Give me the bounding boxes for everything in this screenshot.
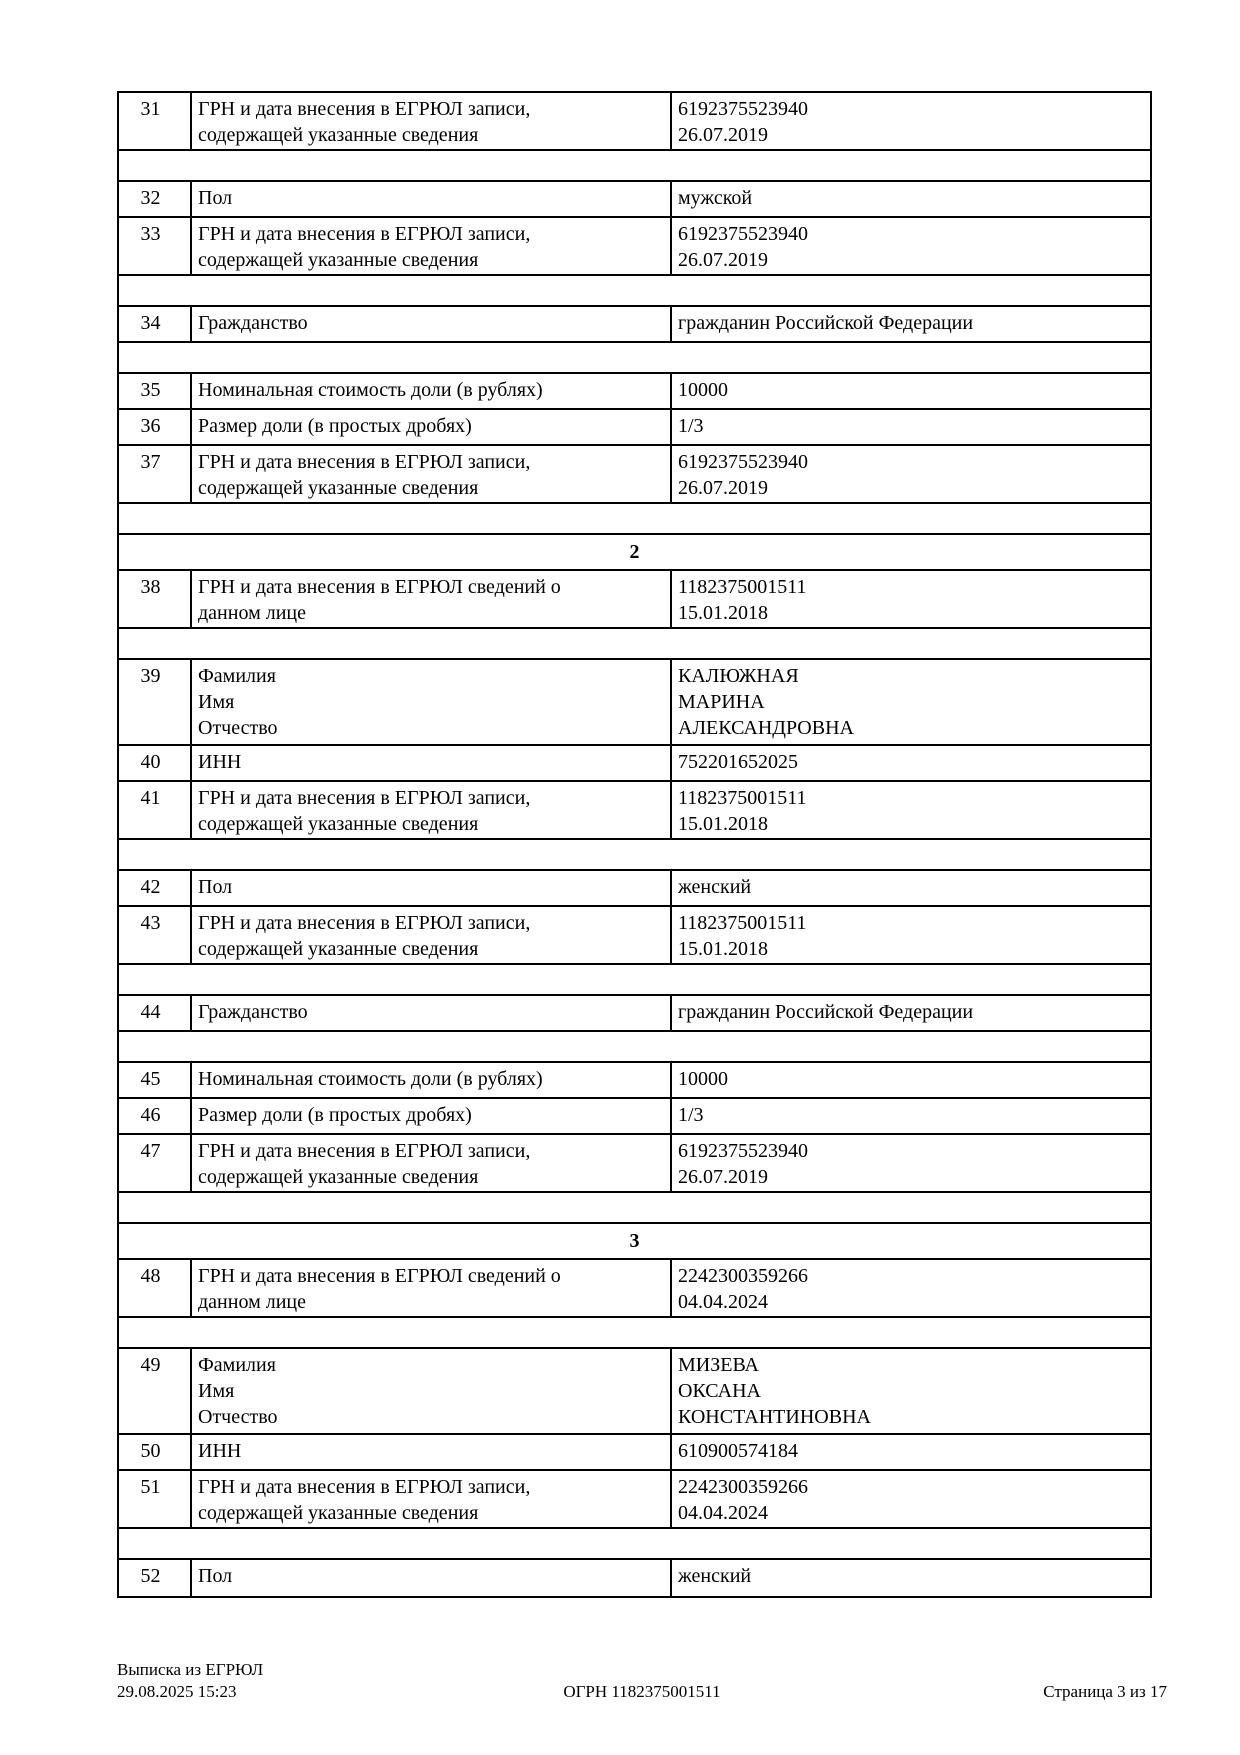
row-value-line: 15.01.2018 xyxy=(678,813,768,835)
row-number: 39 xyxy=(119,660,192,744)
row-value-line: АЛЕКСАНДРОВНА xyxy=(678,717,854,739)
spacer-row xyxy=(119,965,1150,996)
row-label xyxy=(192,1471,672,1527)
row-label-line: Гражданство xyxy=(198,312,308,334)
spacer-row xyxy=(119,1318,1150,1349)
table-row xyxy=(119,93,1150,151)
row-value xyxy=(672,1135,1150,1191)
row-value-line: КАЛЮЖНАЯ xyxy=(678,665,799,687)
spacer-row xyxy=(119,1529,1150,1560)
table-row xyxy=(119,1063,1150,1099)
table-row xyxy=(119,1099,1150,1135)
row-label-line: Фамилия xyxy=(198,1354,276,1376)
row-number: 52 xyxy=(119,1560,192,1596)
row-value xyxy=(672,1349,1150,1433)
row-number: 43 xyxy=(119,907,192,963)
spacer-row xyxy=(119,1032,1150,1063)
table-row xyxy=(119,1471,1150,1529)
row-value-line: 1/3 xyxy=(678,415,704,437)
row-label xyxy=(192,410,672,444)
row-value-line: МАРИНА xyxy=(678,691,765,713)
row-label-line: Гражданство xyxy=(198,1001,308,1023)
table-row xyxy=(119,410,1150,446)
row-label-line: ГРН и дата внесения в ЕГРЮЛ сведений о xyxy=(198,576,561,598)
row-label-line: Имя xyxy=(198,691,235,713)
row-value xyxy=(672,660,1150,744)
table-row xyxy=(119,218,1150,276)
row-value-line: гражданин Российской Федерации xyxy=(678,312,974,334)
row-label-line: содержащей указанные сведения xyxy=(198,1502,479,1524)
row-label-line: содержащей указанные сведения xyxy=(198,477,479,499)
section-header-row xyxy=(119,535,1150,571)
row-label-line: Имя xyxy=(198,1380,235,1402)
row-label xyxy=(192,660,672,744)
footer-doc-title: Выписка из ЕГРЮЛ xyxy=(117,1660,264,1679)
spacer-row xyxy=(119,1193,1150,1224)
row-value xyxy=(672,1063,1150,1097)
table-row xyxy=(119,1435,1150,1471)
row-value xyxy=(672,182,1150,216)
row-value-line: КОНСТАНТИНОВНА xyxy=(678,1406,871,1428)
row-value-line: ОКСАНА xyxy=(678,1380,761,1402)
row-label-line: содержащей указанные сведения xyxy=(198,1166,479,1188)
egrul-table xyxy=(117,91,1152,1598)
row-number: 49 xyxy=(119,1349,192,1433)
row-label-line: Размер доли (в простых дробях) xyxy=(198,1104,472,1126)
table-row xyxy=(119,871,1150,907)
row-number: 45 xyxy=(119,1063,192,1097)
row-label-line: содержащей указанные сведения xyxy=(198,938,479,960)
table-row xyxy=(119,660,1150,746)
row-number: 38 xyxy=(119,571,192,627)
row-number: 31 xyxy=(119,93,192,149)
row-number: 48 xyxy=(119,1260,192,1316)
row-value-line: 6192375523940 xyxy=(678,1140,808,1162)
row-label-line: ГРН и дата внесения в ЕГРЮЛ записи, xyxy=(198,1140,531,1162)
row-value-line: 10000 xyxy=(678,1068,728,1090)
row-label xyxy=(192,446,672,502)
row-number: 34 xyxy=(119,307,192,341)
row-number: 51 xyxy=(119,1471,192,1527)
row-number: 35 xyxy=(119,374,192,408)
row-value-line: 2242300359266 xyxy=(678,1476,808,1498)
row-label xyxy=(192,1260,672,1316)
row-value xyxy=(672,1099,1150,1133)
row-label xyxy=(192,1560,672,1596)
row-label-line: Отчество xyxy=(198,1406,278,1428)
row-value-line: 610900574184 xyxy=(678,1440,798,1462)
row-label xyxy=(192,871,672,905)
spacer-row xyxy=(119,276,1150,307)
row-label-line: Размер доли (в простых дробях) xyxy=(198,415,472,437)
row-label-line: ИНН xyxy=(198,1440,242,1462)
footer-page-indicator: Страница 3 из 17 xyxy=(1043,1682,1167,1701)
row-label-line: ГРН и дата внесения в ЕГРЮЛ записи, xyxy=(198,98,531,120)
row-label-line: Пол xyxy=(198,876,233,898)
row-label xyxy=(192,1063,672,1097)
row-value xyxy=(672,907,1150,963)
row-number: 46 xyxy=(119,1099,192,1133)
row-value-line: 6192375523940 xyxy=(678,451,808,473)
footer-ogrn: ОГРН 1182375001511 xyxy=(563,1682,721,1701)
row-label xyxy=(192,374,672,408)
row-label-line: содержащей указанные сведения xyxy=(198,249,479,271)
row-value-line: 04.04.2024 xyxy=(678,1291,768,1313)
row-value-line: 26.07.2019 xyxy=(678,249,768,271)
row-label xyxy=(192,1349,672,1433)
row-label xyxy=(192,307,672,341)
row-value xyxy=(672,446,1150,502)
row-label xyxy=(192,182,672,216)
row-label-line: ИНН xyxy=(198,751,242,773)
row-label-line: данном лице xyxy=(198,1291,306,1313)
row-label xyxy=(192,1135,672,1191)
table-row xyxy=(119,996,1150,1032)
row-value xyxy=(672,307,1150,341)
row-label-line: Номинальная стоимость доли (в рублях) xyxy=(198,1068,543,1090)
row-value-line: 26.07.2019 xyxy=(678,477,768,499)
row-value xyxy=(672,782,1150,838)
row-label-line: содержащей указанные сведения xyxy=(198,813,479,835)
row-value-line: мужской xyxy=(678,187,753,209)
spacer-row xyxy=(119,629,1150,660)
row-value-line: 2242300359266 xyxy=(678,1265,808,1287)
row-value xyxy=(672,1471,1150,1527)
row-number: 36 xyxy=(119,410,192,444)
row-value-line: 1182375001511 xyxy=(678,576,807,598)
table-row xyxy=(119,1135,1150,1193)
row-label xyxy=(192,1099,672,1133)
row-number: 50 xyxy=(119,1435,192,1469)
row-value-line: МИЗЕВА xyxy=(678,1354,759,1376)
row-value xyxy=(672,1560,1150,1596)
row-value xyxy=(672,871,1150,905)
row-label-line: ГРН и дата внесения в ЕГРЮЛ записи, xyxy=(198,1476,531,1498)
row-label-line: Номинальная стоимость доли (в рублях) xyxy=(198,379,543,401)
row-label-line: Фамилия xyxy=(198,665,276,687)
row-value-line: 10000 xyxy=(678,379,728,401)
spacer-row xyxy=(119,151,1150,182)
row-value-line: 1182375001511 xyxy=(678,787,807,809)
spacer-row xyxy=(119,840,1150,871)
row-number: 40 xyxy=(119,746,192,780)
row-value-line: 6192375523940 xyxy=(678,98,808,120)
row-value xyxy=(672,1260,1150,1316)
row-label xyxy=(192,996,672,1030)
row-label-line: данном лице xyxy=(198,602,306,624)
row-label xyxy=(192,218,672,274)
page-footer xyxy=(117,1659,1167,1703)
row-value-line: 1182375001511 xyxy=(678,912,807,934)
table-row xyxy=(119,374,1150,410)
row-label-line: ГРН и дата внесения в ЕГРЮЛ записи, xyxy=(198,223,531,245)
row-label-line: Пол xyxy=(198,1565,233,1587)
row-number: 41 xyxy=(119,782,192,838)
row-value xyxy=(672,374,1150,408)
row-value xyxy=(672,93,1150,149)
row-number: 32 xyxy=(119,182,192,216)
table-row xyxy=(119,307,1150,343)
row-value-line: 15.01.2018 xyxy=(678,602,768,624)
spacer-row xyxy=(119,343,1150,374)
row-label-line: содержащей указанные сведения xyxy=(198,124,479,146)
row-label xyxy=(192,782,672,838)
table-row xyxy=(119,746,1150,782)
row-label-line: ГРН и дата внесения в ЕГРЮЛ записи, xyxy=(198,912,531,934)
row-value xyxy=(672,1435,1150,1469)
row-label-line: ГРН и дата внесения в ЕГРЮЛ записи, xyxy=(198,787,531,809)
row-label-line: Пол xyxy=(198,187,233,209)
row-label xyxy=(192,746,672,780)
row-number: 33 xyxy=(119,218,192,274)
row-value-line: женский xyxy=(678,1565,752,1587)
table-row xyxy=(119,782,1150,840)
row-value-line: 6192375523940 xyxy=(678,223,808,245)
row-number: 37 xyxy=(119,446,192,502)
footer-timestamp: 29.08.2025 15:23 xyxy=(117,1682,237,1701)
table-row xyxy=(119,1560,1150,1596)
row-label-line: ГРН и дата внесения в ЕГРЮЛ записи, xyxy=(198,451,531,473)
table-row xyxy=(119,1260,1150,1318)
table-row xyxy=(119,446,1150,504)
row-value-line: 26.07.2019 xyxy=(678,124,768,146)
row-value-line: 15.01.2018 xyxy=(678,938,768,960)
row-label xyxy=(192,1435,672,1469)
row-value xyxy=(672,996,1150,1030)
row-value xyxy=(672,410,1150,444)
row-label xyxy=(192,907,672,963)
section-header-number: 2 xyxy=(629,541,640,563)
row-value xyxy=(672,571,1150,627)
row-value xyxy=(672,746,1150,780)
section-header-number: 3 xyxy=(629,1230,640,1252)
spacer-row xyxy=(119,504,1150,535)
row-number: 47 xyxy=(119,1135,192,1191)
section-header-row xyxy=(119,1224,1150,1260)
row-label xyxy=(192,571,672,627)
row-label-line: ГРН и дата внесения в ЕГРЮЛ сведений о xyxy=(198,1265,561,1287)
table-row xyxy=(119,571,1150,629)
row-value-line: 752201652025 xyxy=(678,751,798,773)
row-value-line: 1/3 xyxy=(678,1104,704,1126)
row-label xyxy=(192,93,672,149)
row-value-line: 04.04.2024 xyxy=(678,1502,768,1524)
row-value-line: 26.07.2019 xyxy=(678,1166,768,1188)
row-number: 44 xyxy=(119,996,192,1030)
row-value-line: женский xyxy=(678,876,752,898)
row-value xyxy=(672,218,1150,274)
row-value-line: гражданин Российской Федерации xyxy=(678,1001,974,1023)
row-label-line: Отчество xyxy=(198,717,278,739)
table-row xyxy=(119,182,1150,218)
table-row xyxy=(119,1349,1150,1435)
table-row xyxy=(119,907,1150,965)
row-number: 42 xyxy=(119,871,192,905)
